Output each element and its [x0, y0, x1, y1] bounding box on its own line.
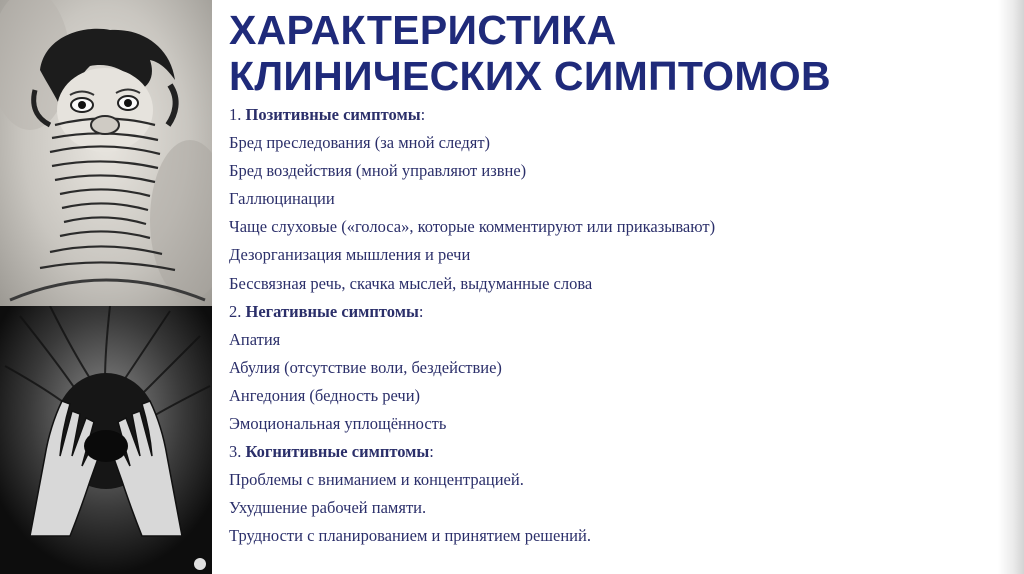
list-item: Абулия (отсутствие воли, бездействие): [229, 357, 502, 377]
list-item: Трудности с планированием и принятием решений.: [229, 526, 591, 546]
section-number: 1.: [229, 105, 246, 124]
hands-over-face-illustration: [0, 306, 212, 574]
list-item: Бред воздействия (мной управляют извне): [229, 161, 527, 181]
list-item: Бред преследования (за мной следят): [229, 133, 491, 153]
section-colon: :: [418, 301, 424, 321]
slide-title: [229, 7, 999, 99]
list-item: Эмоциональная уплощённость: [229, 414, 447, 434]
list-item: Ангедония (бедность речи): [229, 385, 421, 405]
section-heading-negative: [229, 298, 989, 326]
section-heading-cognitive: [229, 438, 989, 466]
title-line-1: ХАРАКТЕРИСТИКА: [229, 7, 617, 53]
title-line-2: КЛИНИЧЕСКИХ СИМПТОМОВ: [229, 53, 831, 99]
list-item: Ухудшение рабочей памяти.: [229, 498, 427, 518]
section-heading-label: Когнитивные симптомы: [245, 442, 430, 462]
list-item: Дезорганизация мышления и речи: [229, 245, 471, 265]
symptom-list: [229, 101, 989, 551]
bound-face-illustration: [0, 0, 212, 306]
list-item: Проблемы с вниманием и концентрацией.: [229, 470, 524, 490]
list-item: Апатия: [229, 329, 281, 349]
section-heading-label: Позитивные симптомы: [245, 105, 421, 124]
page-curl-shadow: [998, 0, 1024, 574]
section-heading-label: Негативные симптомы: [245, 301, 419, 321]
section-colon: :: [429, 442, 434, 462]
section-number: 3.: [229, 442, 246, 462]
list-item: Бессвязная речь, скачка мыслей, выдуманные слова: [229, 273, 593, 293]
list-item: Галлюцинации: [229, 189, 335, 209]
section-number: 2.: [229, 301, 246, 321]
list-item: Чаще слуховые («голоса», которые комментируют или приказывают): [229, 217, 716, 237]
section-heading-positive: [229, 101, 989, 129]
section-colon: :: [420, 105, 426, 124]
